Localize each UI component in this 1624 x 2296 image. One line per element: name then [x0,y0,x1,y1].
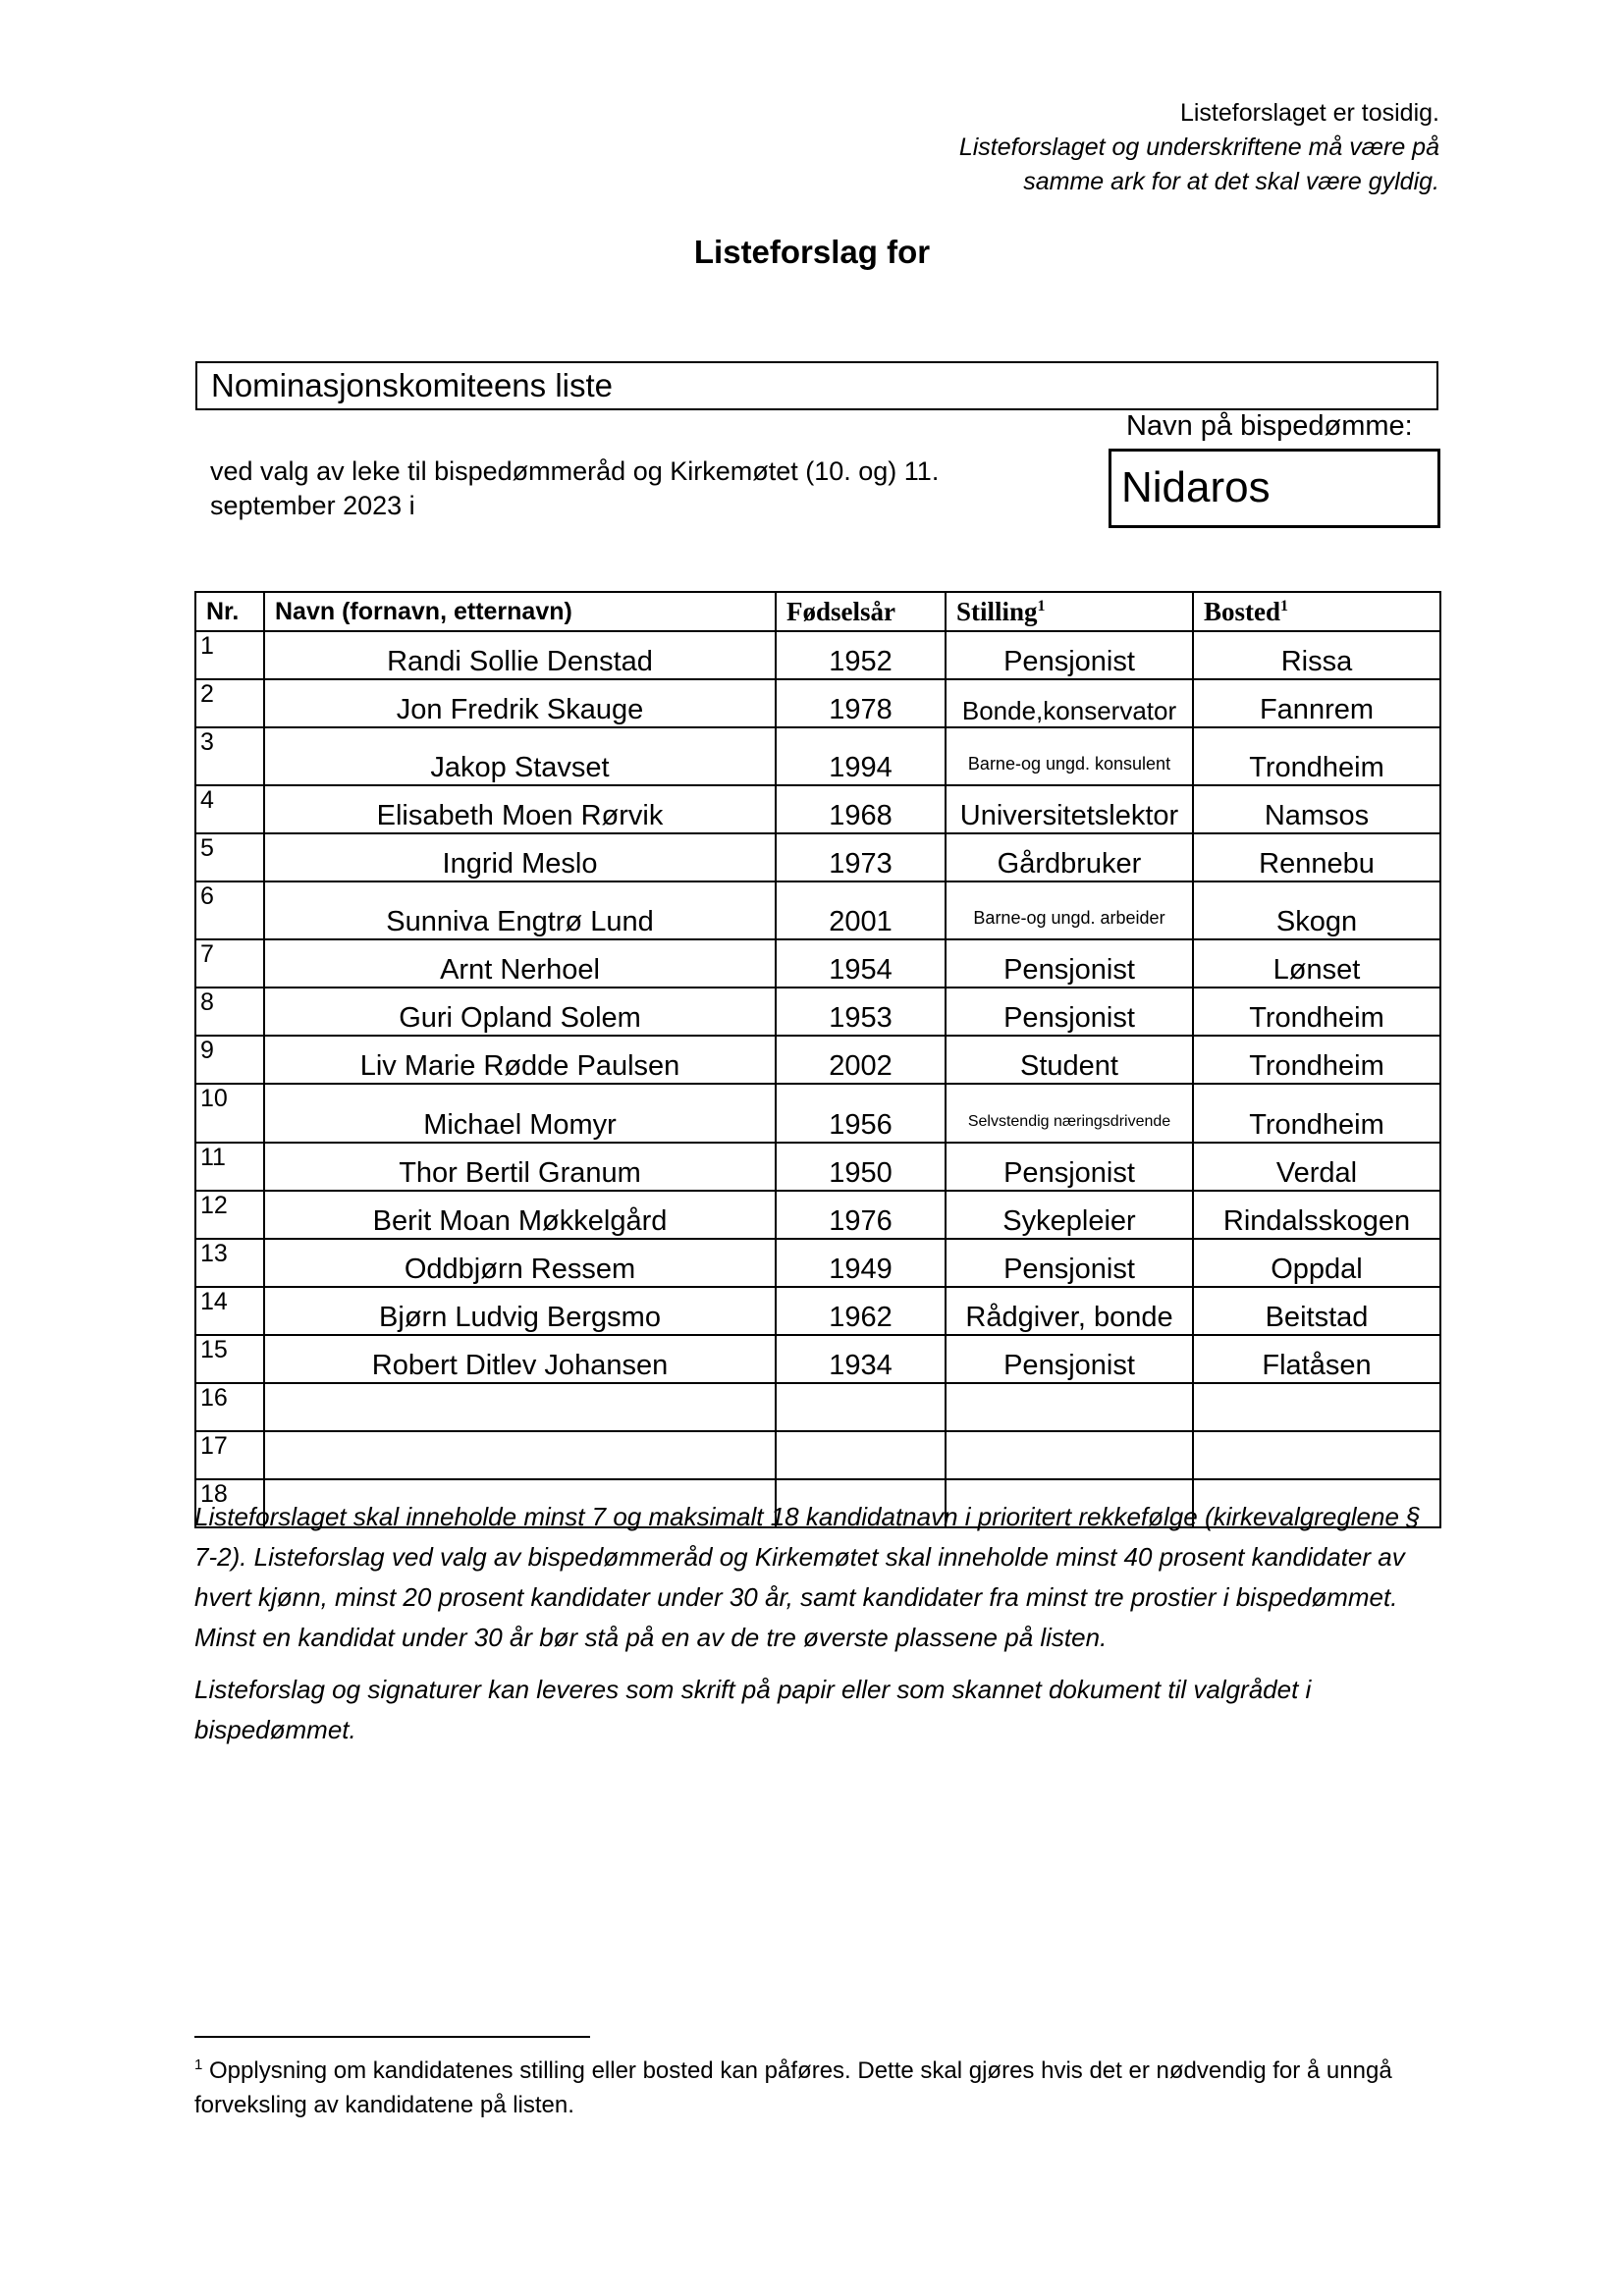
cell-birth-year[interactable]: 1950 [776,1143,946,1191]
table-row [195,1335,1440,1383]
list-name-field[interactable]: Nominasjonskomiteens liste [195,361,1438,410]
cell-birth-year[interactable] [776,1383,946,1431]
header-residence [1193,592,1440,631]
cell-name[interactable]: Arnt Nerhoel [264,939,776,988]
cell-residence[interactable] [1193,1383,1440,1431]
footnote-divider [194,2036,590,2038]
cell-residence[interactable]: Trondheim [1193,1084,1440,1143]
cell-name[interactable]: Ingrid Meslo [264,833,776,881]
cell-residence[interactable]: Beitstad [1193,1287,1440,1335]
cell-birth-year[interactable]: 2001 [776,881,946,939]
table-row [195,881,1440,939]
cell-nr: 10 [195,1084,264,1143]
cell-nr: 5 [195,833,264,881]
cell-nr: 8 [195,988,264,1036]
cell-nr: 16 [195,1383,264,1431]
cell-residence[interactable]: Rindalsskogen [1193,1191,1440,1239]
cell-name[interactable] [264,1431,776,1479]
cell-name[interactable]: Michael Momyr [264,1084,776,1143]
diocese-label: Navn på bispedømme: [1126,410,1413,442]
rules-text [194,1497,1422,1762]
cell-occupation[interactable]: Barne-og ungd. konsulent [946,727,1193,785]
top-note-line-3: samme ark for at det skal være gyldig. [1023,168,1439,195]
cell-occupation[interactable]: Rådgiver, bonde [946,1287,1193,1335]
cell-occupation[interactable] [946,1431,1193,1479]
cell-residence[interactable]: Oppdal [1193,1239,1440,1287]
cell-nr: 14 [195,1287,264,1335]
cell-occupation[interactable]: Universitetslektor [946,785,1193,833]
cell-birth-year[interactable]: 1954 [776,939,946,988]
footnote-mark: 1 [1037,597,1046,614]
rules-paragraph-2: Listeforslag og signaturer kan leveres som skrift på papir eller som skannet dokument til valgrådet i bispedømmet. [194,1675,1312,1744]
cell-nr: 7 [195,939,264,988]
cell-residence[interactable]: Trondheim [1193,1036,1440,1084]
cell-occupation[interactable]: Pensjonist [946,988,1193,1036]
cell-birth-year[interactable]: 1978 [776,679,946,727]
table-row [195,1431,1440,1479]
cell-residence[interactable]: Verdal [1193,1143,1440,1191]
cell-nr: 9 [195,1036,264,1084]
subtitle-line-2: september 2023 i [210,491,415,520]
cell-name[interactable]: Elisabeth Moen Rørvik [264,785,776,833]
cell-birth-year[interactable]: 1976 [776,1191,946,1239]
cell-occupation[interactable]: Student [946,1036,1193,1084]
cell-nr: 11 [195,1143,264,1191]
document-title: Listeforslag for [693,234,931,270]
table-row [195,631,1440,679]
cell-occupation[interactable]: Pensjonist [946,939,1193,988]
header-occupation-label: Stilling [956,596,1038,626]
cell-birth-year[interactable]: 2002 [776,1036,946,1084]
cell-occupation[interactable]: Selvstendig næringsdrivende [946,1084,1193,1143]
cell-nr: 13 [195,1239,264,1287]
table-row [195,939,1440,988]
cell-birth-year[interactable]: 1953 [776,988,946,1036]
table-row [195,1191,1440,1239]
footnote-mark: 1 [1280,597,1289,614]
header-birth-year: Fødselsår [776,592,946,631]
table-row [195,1287,1440,1335]
election-subtitle [210,454,1055,523]
cell-name[interactable]: Randi Sollie Denstad [264,631,776,679]
cell-name[interactable]: Thor Bertil Granum [264,1143,776,1191]
cell-birth-year[interactable]: 1949 [776,1239,946,1287]
table-row [195,988,1440,1036]
cell-residence[interactable]: Trondheim [1193,988,1440,1036]
cell-nr: 3 [195,727,264,785]
subtitle-line-1: ved valg av leke til bispedømmeråd og Kirkemøtet (10. og) 11. [210,456,940,486]
table-row [195,833,1440,881]
top-note-line-2: Listeforslaget og underskriftene må være på [958,133,1439,161]
cell-occupation[interactable]: Sykepleier [946,1191,1193,1239]
candidate-table [194,591,1441,1528]
cell-birth-year[interactable]: 1956 [776,1084,946,1143]
table-row [195,679,1440,727]
cell-nr: 4 [195,785,264,833]
rules-paragraph-1: Listeforslaget skal inneholde minst 7 og maksimalt 18 kandidatnavn i prioritert rekkefølge (kirkevalgreglene § 7-2). Listeforslag ved valg av bispedømmeråd og Kirkemøtet skal inneholde minst 40 prosent kandidater av hvert kjønn, minst 20 prosent kandidater under 30 år, samt kandidater fra minst tre prostier i bispedømmet. Minst en kandidat under 30 år bør stå på en av de tre øverste plassene på listen. [194,1502,1421,1652]
header-occupation [946,592,1193,631]
cell-birth-year[interactable]: 1952 [776,631,946,679]
cell-birth-year[interactable] [776,1431,946,1479]
cell-nr: 15 [195,1335,264,1383]
cell-name[interactable]: Bjørn Ludvig Bergsmo [264,1287,776,1335]
cell-name[interactable]: Berit Moan Møkkelgård [264,1191,776,1239]
cell-nr: 2 [195,679,264,727]
table-row [195,1084,1440,1143]
cell-nr: 6 [195,881,264,939]
cell-birth-year[interactable]: 1934 [776,1335,946,1383]
cell-name[interactable]: Oddbjørn Ressem [264,1239,776,1287]
cell-occupation[interactable]: Pensjonist [946,1335,1193,1383]
cell-nr: 17 [195,1431,264,1479]
cell-residence[interactable]: Rennebu [1193,833,1440,881]
cell-name[interactable]: Sunniva Engtrø Lund [264,881,776,939]
cell-birth-year[interactable]: 1962 [776,1287,946,1335]
cell-occupation[interactable]: Barne-og ungd. arbeider [946,881,1193,939]
header-name: Navn (fornavn, etternavn) [264,592,776,631]
cell-residence[interactable]: Skogn [1193,881,1440,939]
table-row [195,1036,1440,1084]
cell-occupation[interactable]: Pensjonist [946,1239,1193,1287]
table-row [195,785,1440,833]
footnote [194,2048,1432,2122]
cell-nr: 12 [195,1191,264,1239]
cell-occupation[interactable] [946,1383,1193,1431]
table-header-row [195,592,1440,631]
cell-residence[interactable]: Fannrem [1193,679,1440,727]
table-row [195,1143,1440,1191]
cell-name[interactable]: Guri Opland Solem [264,988,776,1036]
cell-name[interactable]: Jakop Stavset [264,727,776,785]
cell-residence[interactable]: Lønset [1193,939,1440,988]
cell-residence[interactable] [1193,1431,1440,1479]
cell-residence[interactable]: Flatåsen [1193,1335,1440,1383]
cell-residence[interactable]: Namsos [1193,785,1440,833]
cell-birth-year[interactable]: 1968 [776,785,946,833]
top-note-line-1: Listeforslaget er tosidig. [1179,99,1439,127]
cell-occupation[interactable]: Gårdbruker [946,833,1193,881]
cell-occupation[interactable]: Pensjonist [946,1143,1193,1191]
header-nr: Nr. [195,592,264,631]
cell-nr: 18 [195,1479,264,1527]
cell-name[interactable]: Robert Ditlev Johansen [264,1335,776,1383]
cell-name[interactable]: Jon Fredrik Skauge [264,679,776,727]
table-row [195,1239,1440,1287]
cell-nr: 1 [195,631,264,679]
diocese-field[interactable]: Nidaros [1109,449,1440,528]
cell-name[interactable]: Liv Marie Rødde Paulsen [264,1036,776,1084]
footnote-mark: 1 [194,2056,203,2073]
cell-occupation[interactable]: Pensjonist [946,631,1193,679]
cell-occupation[interactable]: Bonde,konservator [946,679,1193,727]
cell-birth-year[interactable]: 1994 [776,727,946,785]
header-residence-label: Bosted [1204,596,1281,626]
footnote-text: Opplysning om kandidatenes stilling eller bosted kan påføres. Dette skal gjøres hvis det er nødvendig for å unngå forveksling av kandidatene på listen. [194,2057,1392,2118]
cell-name[interactable] [264,1383,776,1431]
cell-birth-year[interactable]: 1973 [776,833,946,881]
top-note [959,96,1439,199]
table-row [195,727,1440,785]
cell-residence[interactable]: Trondheim [1193,727,1440,785]
table-row [195,1383,1440,1431]
cell-residence[interactable]: Rissa [1193,631,1440,679]
